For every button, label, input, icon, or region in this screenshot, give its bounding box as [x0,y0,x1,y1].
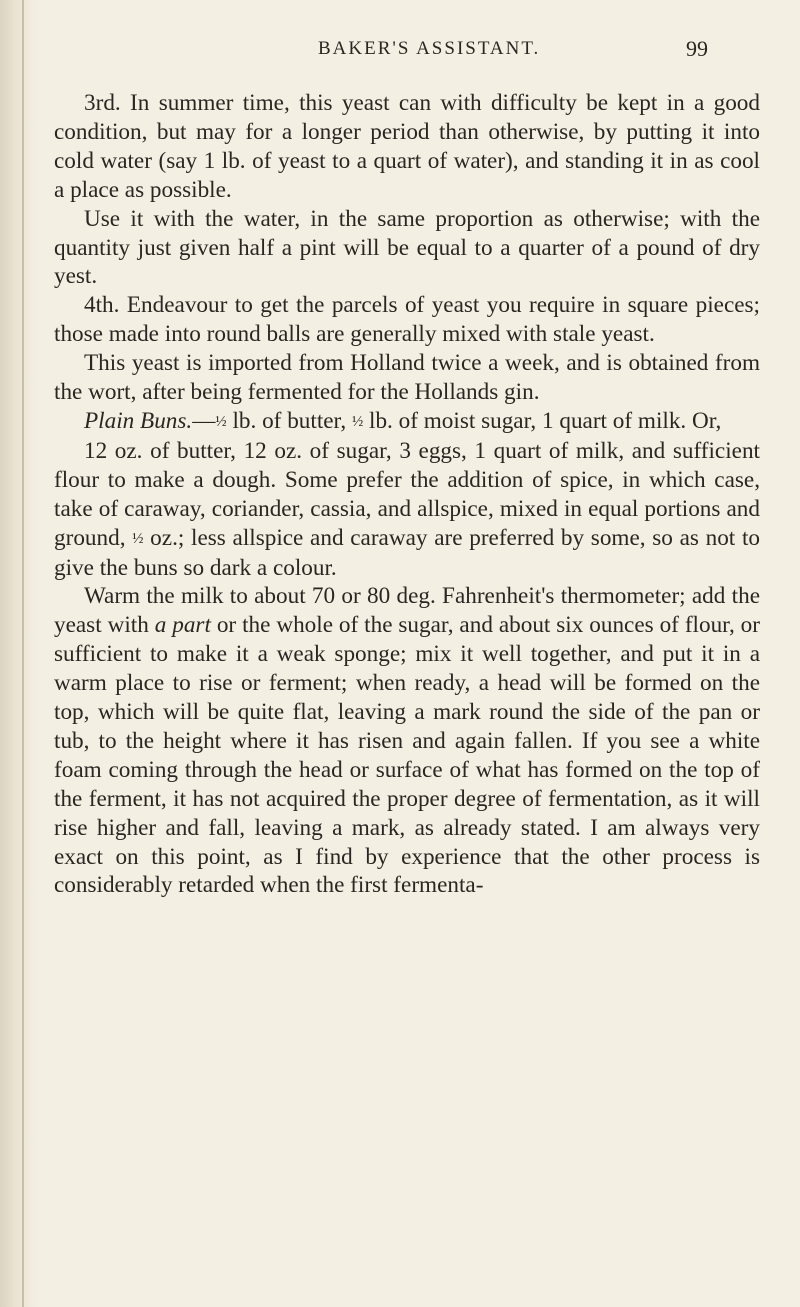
running-head: BAKER'S ASSISTANT. [318,38,541,59]
paragraph-plain-buns [54,407,760,437]
fraction: ½ [215,413,227,430]
paragraph-alternative-recipe [54,437,760,583]
recipe-text: lb. of moist sugar, 1 quart of milk. Or, [363,407,722,434]
paragraph-use-with-water: Use it with the water, in the same proportion as otherwise; with the quantity just given half a pint will be equal to a quarter of a pound of dry yest. [54,205,760,290]
page-header [148,36,708,72]
recipe-text: 12 oz. of butter, 12 oz. of sugar, 3 eggs, 1 quart of milk, and sufficient flour to make a dough. Some prefer the addition of spice, in which case, take of caraway, coriander, cassia, and allspice, mixed in equal portions and ground, [54,437,760,551]
paragraph-fourth-tip: 4th. Endeavour to get the parcels of yeast you require in square pieces; those made into round balls are generally mixed with stale yeast. [54,292,760,348]
page-edge-shadow [0,0,38,1307]
method-text: Warm the milk to about 70 or 80 deg. Fahrenheit's thermometer; add the yeast with [54,583,760,639]
recipe-text: — [192,407,216,434]
recipe-text: oz.; less allspice and caraway are preferred by some, so as not to give the buns so dark a colour. [54,524,760,581]
body-text [54,89,760,900]
fraction: ½ [132,530,144,547]
recipe-title: Plain Buns. [84,407,193,434]
emphasis-text: a part [154,612,211,639]
fraction: ½ [351,413,364,430]
binding-gutter [22,0,24,1307]
paragraph-holland-yeast: This yeast is imported from Holland twice a week, and is obtained from the wort, after being fermented for the Hollands gin. [54,350,760,406]
paragraph-third-tip: 3rd. In summer time, this yeast can with difficulty be kept in a good condition, but may for a longer period than otherwise, by putting it into cold water (say 1 lb. of yeast to a quart of water), and standing it in as cool a place as possible. [54,90,760,203]
recipe-text: lb. of butter, [226,407,352,434]
method-text: or the whole of the sugar, and about six ounces of flour, or sufficient to make it a weak sponge; mix it well together, and put it in a warm place to rise or ferment; when ready, a head will be formed on the top, which will be quite flat, leaving a mark round the side of the pan or tub, to the height where it has risen and again fallen. If you see a white foam coming through the head or surface of what has formed on the top of the ferment, it has not acquired the proper degree of fermentation, as it will rise higher and fall, leaving a mark, as already stated. I am always very exact on this point, as I find by experience that the other process is considerably retarded when the first fermenta- [54,612,761,899]
page-number: 99 [686,36,708,61]
paragraph-method [54,582,760,900]
